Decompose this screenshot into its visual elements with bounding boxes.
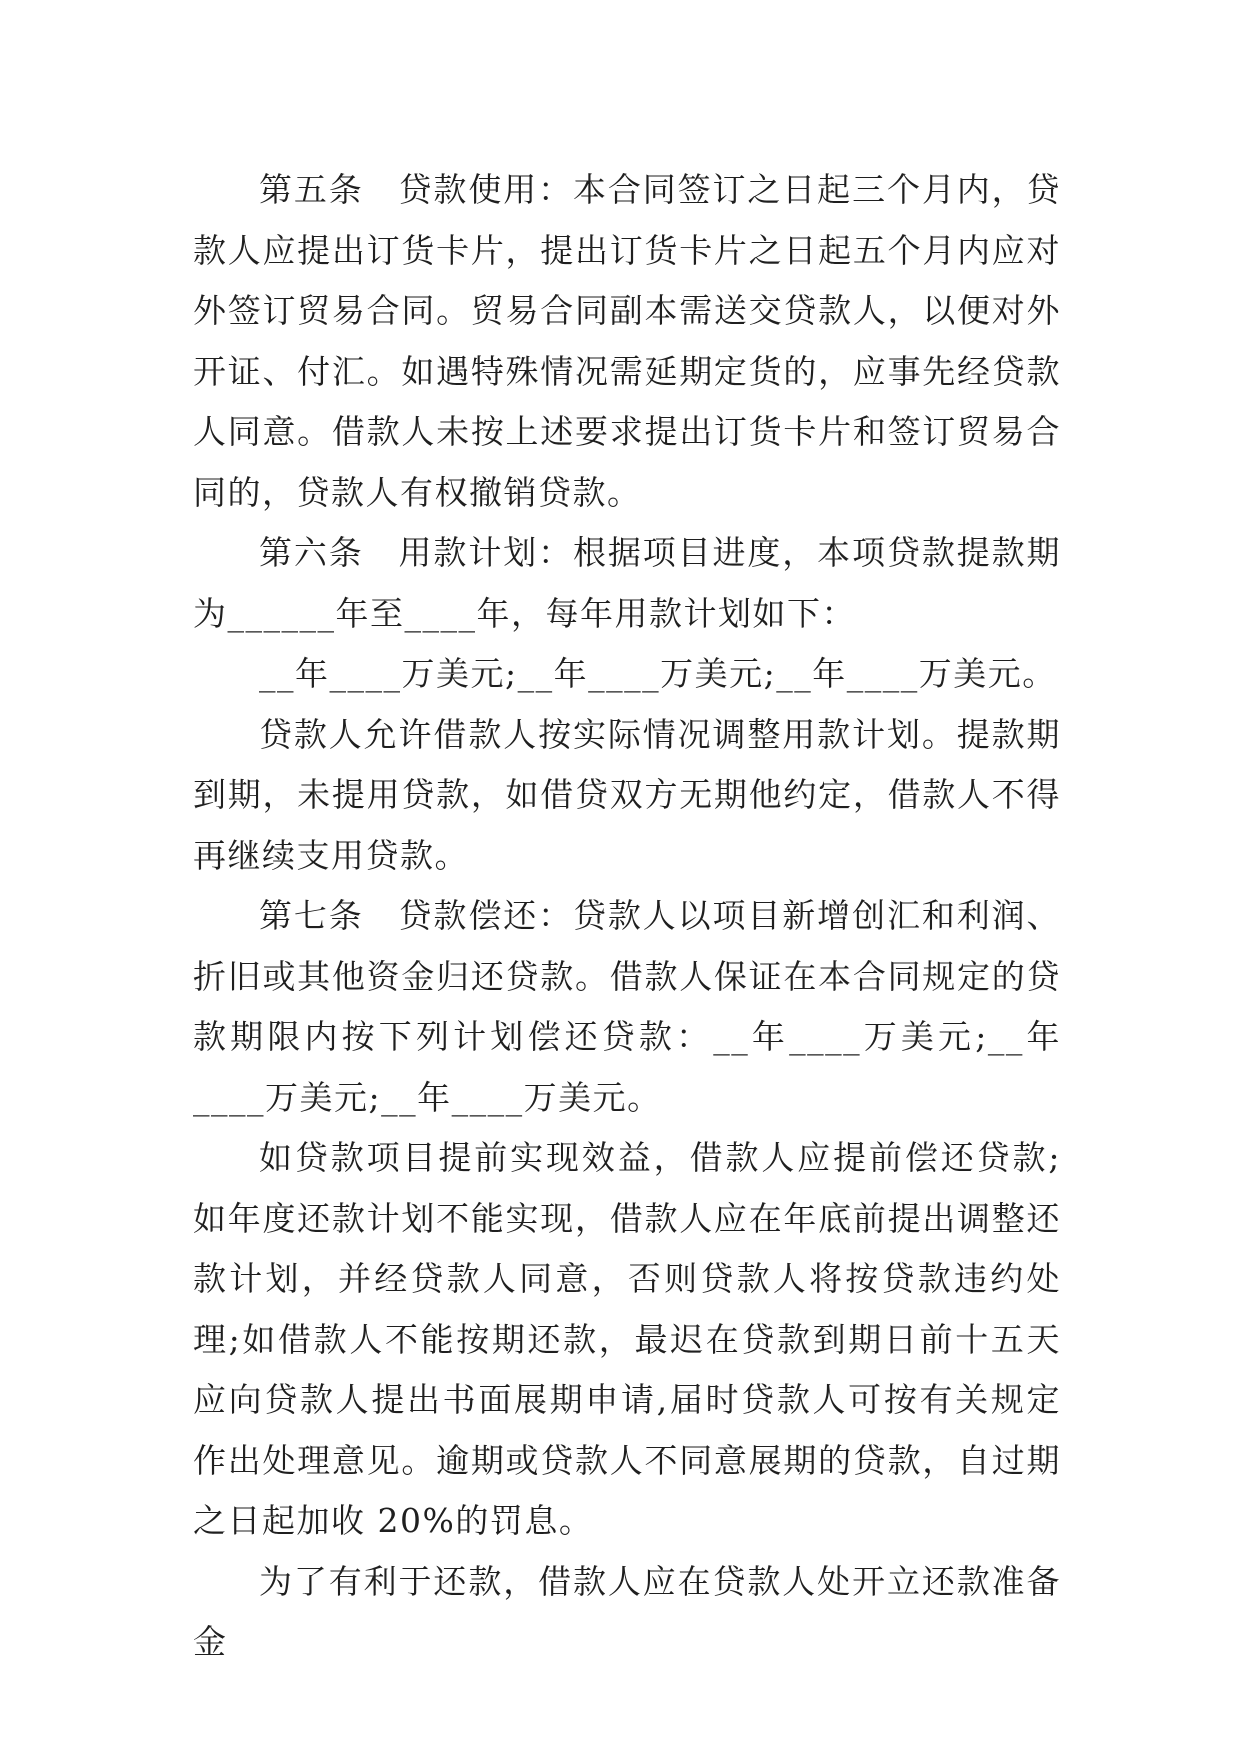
paragraph-yearly-usage-amounts: __年____万美元;__年____万美元;__年____万美元。: [259, 654, 1057, 693]
paragraph-article-7-repayment: 第七条 贷款偿还：贷款人以项目新增创汇和利润、折旧或其他资金归还贷款。借款人保证在本合同规定的贷款期限内按下列计划偿还贷款：__年____万美元;__年____万美元;__年____万美元。: [193, 896, 1061, 1117]
paragraph-repayment-reserve: 为了有利于还款，借款人应在贷款人处开立还款准备金: [193, 1561, 1061, 1661]
paragraph-article-6-usage-plan: 第六条 用款计划：根据项目进度，本项贷款提款期为______年至____年，每年用款计划如下：: [193, 533, 1061, 633]
paragraph-early-repayment-and-extension: 如贷款项目提前实现效益，借款人应提前偿还贷款;如年度还款计划不能实现，借款人应在年底前提出调整还款计划，并经贷款人同意，否则贷款人将按贷款违约处理;如借款人不能按期还款，最迟在贷款到期日前十五天应向贷款人提出书面展期申请,届时贷款人可按有关规定作出处理意见。逾期或贷款人不同意展期的贷款，自过期之日起加收 20%的罚息。: [193, 1138, 1061, 1540]
contract-body: [193, 160, 1061, 1673]
paragraph-plan-adjustment: 贷款人允许借款人按实际情况调整用款计划。提款期到期，未提用贷款，如借贷双方无期他约定，借款人不得再继续支用贷款。: [193, 714, 1061, 875]
paragraph-article-5-loan-use: 第五条 贷款使用：本合同签订之日起三个月内，贷款人应提出订货卡片，提出订货卡片之日起五个月内应对外签订贸易合同。贸易合同副本需送交贷款人，以便对外开证、付汇。如遇特殊情况需延期定货的，应事先经贷款人同意。借款人未按上述要求提出订货卡片和签订贸易合同的，贷款人有权撤销贷款。: [193, 170, 1061, 512]
